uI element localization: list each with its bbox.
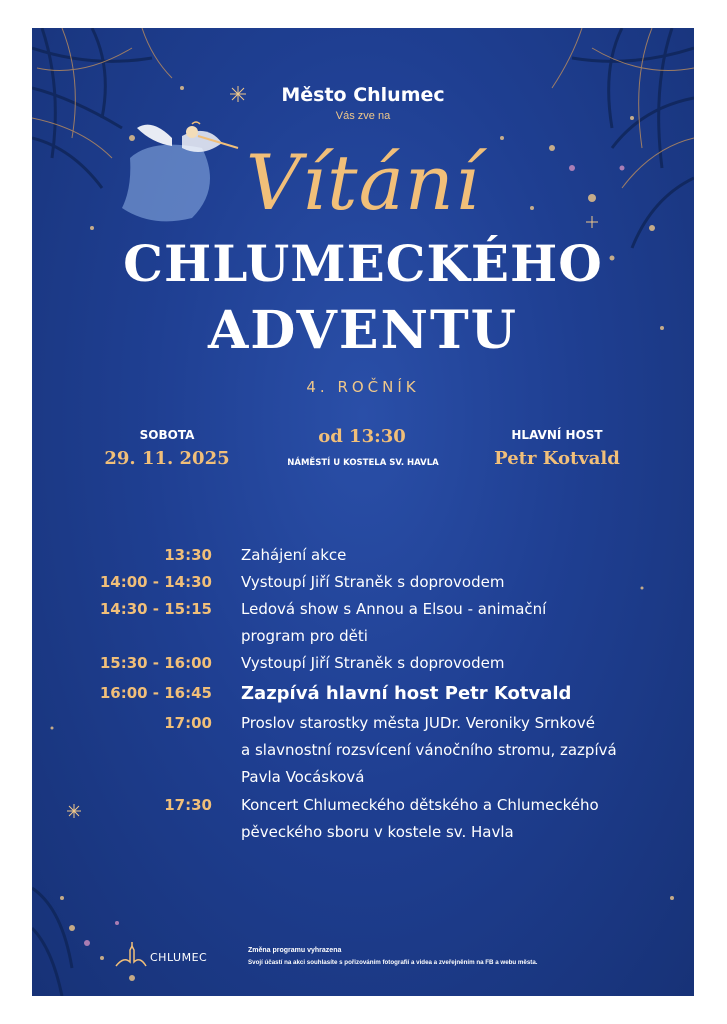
program-text — [241, 596, 661, 650]
program-time: 17:00 — [164, 714, 212, 732]
venue: NÁMĚSTÍ U KOSTELA SV. HAVLA — [287, 458, 439, 468]
program-text-line: program pro děti — [241, 627, 368, 645]
event-date: 29. 11. 2025 — [104, 448, 230, 469]
program-text-line: pěveckého sboru v kostele sv. Havla — [241, 823, 514, 841]
program-text: Vystoupí Jiří Straněk s doprovodem — [241, 654, 505, 672]
program-text: Vystoupí Jiří Straněk s doprovodem — [241, 573, 505, 591]
guest-label: HLAVNÍ HOST — [511, 428, 603, 442]
program-time: 16:00 - 16:45 — [99, 684, 212, 702]
footer-note: Změna programu vyhrazena — [248, 947, 342, 954]
city-name: Město Chlumec — [281, 84, 445, 106]
day-label: SOBOTA — [139, 428, 195, 442]
program-time: 14:30 - 15:15 — [99, 600, 212, 618]
program-text-line: Pavla Vocásková — [241, 768, 365, 786]
program-text: Zahájení akce — [241, 546, 347, 564]
program-text-line: Ledová show s Annou a Elsou - animační — [241, 600, 547, 618]
logo-text: CHLUMEC — [150, 951, 208, 964]
program-text-line: Proslov starostky města JUDr. Veroniky Srnkové — [241, 714, 595, 732]
program-text — [241, 792, 661, 846]
footer-consent: Svojí účastí na akci souhlasíte s pořizováním fotografií a videa a zveřejněním na FB a webu města. — [248, 959, 538, 966]
church-icon — [114, 942, 148, 972]
guest-name: Petr Kotvald — [494, 448, 620, 469]
program-text-line: Koncert Chlumeckého dětského a Chlumeckého — [241, 796, 599, 814]
program-time: 14:00 - 14:30 — [99, 573, 212, 591]
program-time: 13:30 — [164, 546, 212, 564]
edition-label: 4. ROČNÍK — [306, 378, 420, 396]
start-time: od 13:30 — [318, 426, 406, 447]
program-text — [241, 710, 661, 791]
script-title: Vítání — [245, 138, 481, 227]
title-line1: CHLUMECKÉHO — [123, 234, 603, 293]
invite-text: Vás zve na — [335, 110, 391, 122]
program-time: 17:30 — [164, 796, 212, 814]
poster — [32, 28, 694, 996]
program-time: 15:30 - 16:00 — [99, 654, 212, 672]
program-text-line: a slavnostní rozsvícení vánočního stromu, zazpívá — [241, 741, 617, 759]
chlumec-logo — [114, 942, 234, 972]
title-line2: ADVENTU — [207, 300, 519, 361]
program-text: Zazpívá hlavní host Petr Kotvald — [241, 683, 572, 704]
